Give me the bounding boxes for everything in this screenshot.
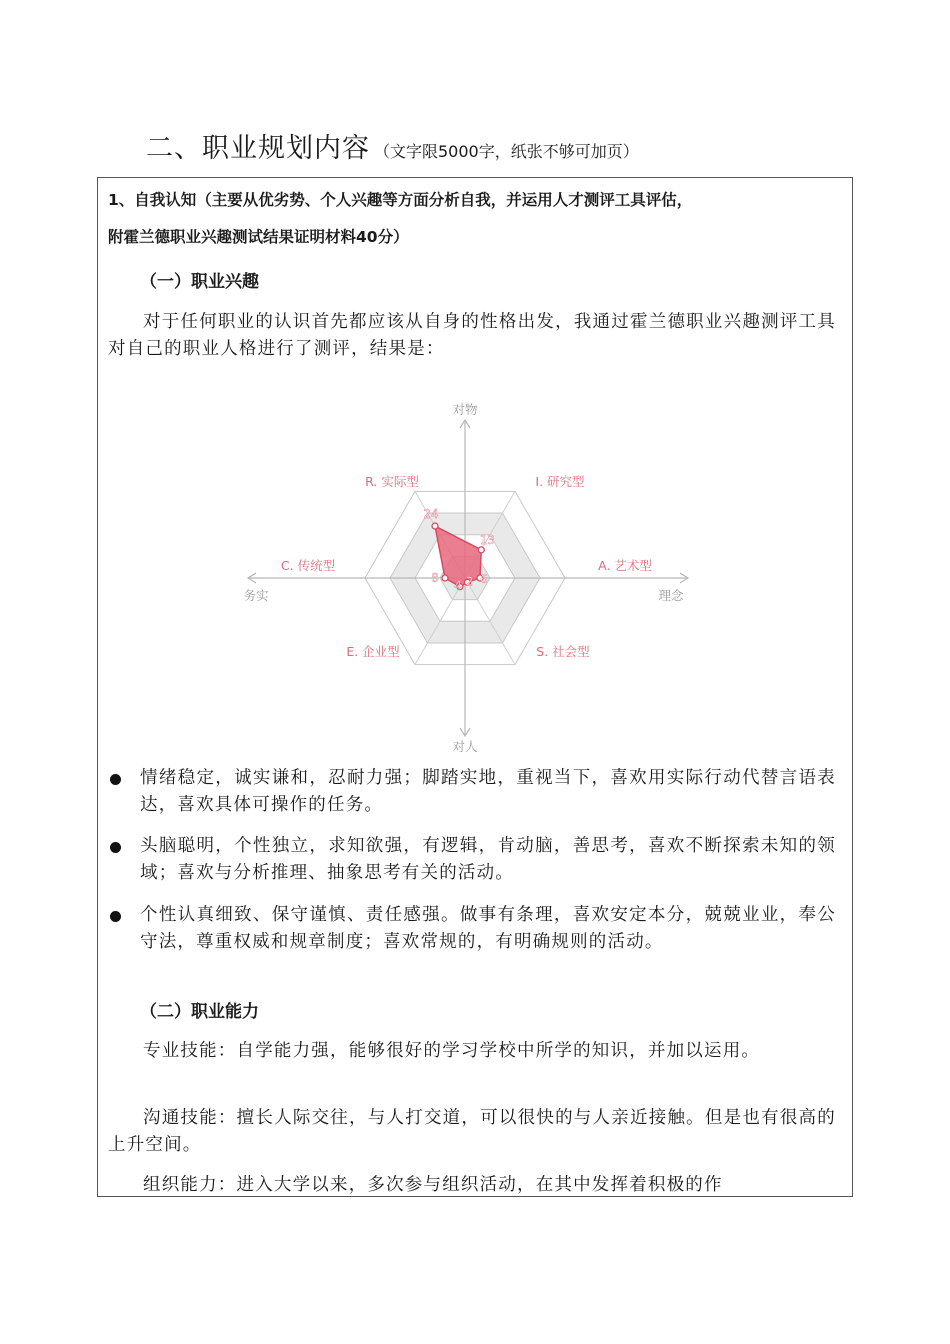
trait-text: 头脑聪明，个性独立，求知欲强，有逻辑，肯动脑，善思考，喜欢不断探索未知的领域；喜欢与分析推理、抽象思考有关的活动。 — [140, 836, 836, 883]
trait-text: 情绪稳定，诚实谦和，忍耐力强；脚踏实地，重视当下，喜欢用实际行动代替言语表达，喜欢具体可操作的任务。 — [140, 768, 836, 815]
radar-value-label: 24 — [423, 507, 439, 522]
interest-subtitle: （一）职业兴趣 — [140, 272, 259, 292]
radar-value-label: 13 — [479, 532, 495, 547]
radar-direction-label: 理念 — [658, 588, 684, 603]
trait-item-1 — [108, 765, 836, 819]
radar-point — [442, 575, 448, 581]
bullet-dot — [110, 842, 121, 853]
trait-item-2 — [108, 833, 836, 887]
radar-category-label: A. 艺术型 — [598, 558, 652, 573]
bullet-dot — [110, 774, 121, 785]
ability-professional: 专业技能：自学能力强，能够很好的学习学校中所学的知识，并加以运用。 — [143, 1041, 761, 1061]
holland-radar-chart — [238, 398, 708, 763]
radar-value-label: 4 — [454, 578, 462, 593]
radar-category-label: E. 企业型 — [346, 644, 400, 659]
self-awareness-heading-line1: 1、自我认知（主要从优劣势、个人兴趣等方面分析自我，并运用人才测评工具评估， — [108, 191, 693, 209]
self-awareness-heading-line2: 附霍兰德职业兴趣测试结果证明材料40分） — [108, 228, 409, 246]
content-box — [97, 177, 853, 1197]
radar-direction-label: 对人 — [452, 739, 478, 754]
trait-text: 个性认真细致、保守谨慎、责任感强。做事有条理，喜欢安定本分，兢兢业业，奉公守法，尊重权威和规章制度；喜欢常规的，有明确规则的活动。 — [140, 905, 836, 952]
ability-communication: 沟通技能：擅长人际交往，与人打交道，可以很快的与人亲近接触。但是也有很高的上升空间。 — [108, 1108, 836, 1155]
radar-direction-label: 对物 — [452, 402, 478, 417]
bullet-dot — [110, 911, 121, 922]
radar-value-label: 6 — [480, 572, 488, 586]
ability-organization: 组织能力：进入大学以来，多次参与组织活动，在其中发挥着积极的作 — [143, 1175, 723, 1195]
radar-value-label: 8 — [431, 571, 439, 585]
section-title-text: 二、职业规划内容 — [146, 133, 370, 164]
radar-point — [432, 523, 438, 529]
radar-category-label: I. 研究型 — [535, 474, 585, 489]
radar-category-label: R. 实际型 — [365, 474, 419, 489]
section-title-note: （文字限5000字，纸张不够可加页） — [374, 142, 639, 161]
radar-category-label: S. 社会型 — [536, 644, 590, 659]
trait-item-3 — [108, 902, 836, 956]
section-title — [146, 126, 639, 165]
radar-direction-label: 务实 — [243, 588, 269, 603]
radar-value-label: 2 — [465, 574, 474, 589]
radar-category-label: C. 传统型 — [280, 558, 336, 573]
interest-intro: 对于任何职业的认识首先都应该从自身的性格出发，我通过霍兰德职业兴趣测评工具对自己的职业人格进行了测评，结果是： — [108, 312, 836, 359]
ability-subtitle: （二）职业能力 — [140, 1002, 259, 1022]
radar-point — [478, 547, 484, 553]
